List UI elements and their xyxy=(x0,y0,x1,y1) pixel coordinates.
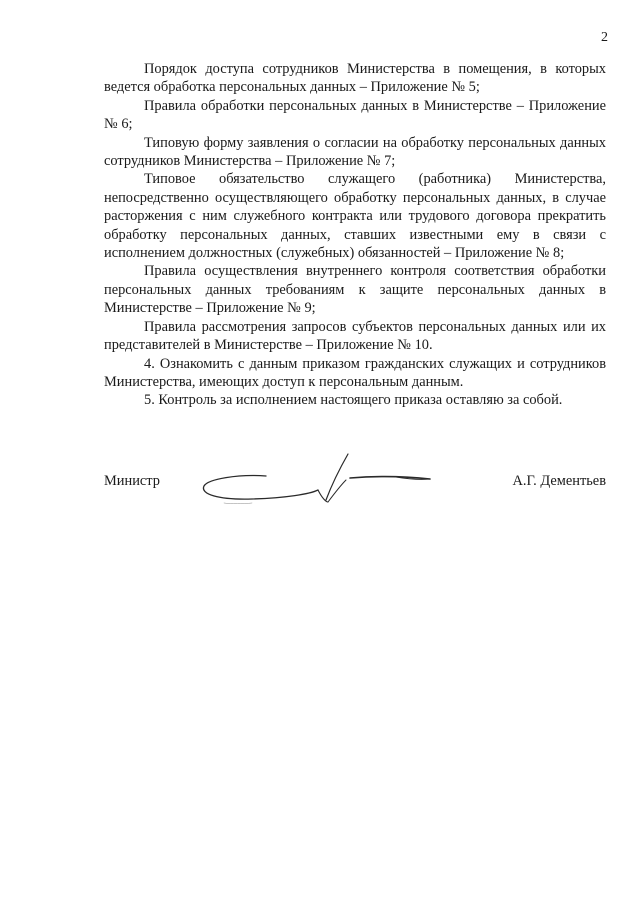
paragraph-item-4: 4. Ознакомить с данным приказом гражданских служащих и сотрудников Министерства, имеющих доступ к персональным данным. xyxy=(104,355,606,390)
paragraph-appendix-9: Правила осуществления внутреннего контроля соответствия обработки персональных данных требованиям к защите персональных данных в Министерстве – Приложение № 9; xyxy=(104,263,606,317)
paragraph-item-5: 5. Контроль за исполнением настоящего приказа оставляю за собой. xyxy=(144,392,563,409)
document-body xyxy=(104,60,606,410)
paragraph-appendix-7: Типовую форму заявления о согласии на обработку персональных данных сотрудников Министерства – Приложение № 7; xyxy=(104,134,606,170)
paragraph-appendix-6: Правила обработки персональных данных в Министерстве – Приложение № 6; xyxy=(104,97,606,133)
signer-role: Министр xyxy=(104,473,160,489)
paragraph-appendix-8: Типовое обязательство служащего (работника) Министерства, непосредственно осуществляющего обработку персональных данных, в случае расторжения с ним служебного контракта или трудового договора прекратить обработку персональных данных, ставших известными ему в связи с исполнением должностных (служебных) обязанностей – Приложение № 8; xyxy=(104,171,606,262)
signature-block xyxy=(104,452,606,512)
paragraph-appendix-10: Правила рассмотрения запросов субъектов персональных данных или их представителей в Министерстве – Приложение № 10. xyxy=(104,318,606,354)
signer-name: А.Г. Дементьев xyxy=(512,473,606,489)
paragraph-appendix-5: Порядок доступа сотрудников Министерства в помещения, в которых ведется обработка персональных данных – Приложение № 5; xyxy=(104,61,606,96)
handwritten-signature xyxy=(198,452,434,510)
page-number: 2 xyxy=(601,30,608,45)
